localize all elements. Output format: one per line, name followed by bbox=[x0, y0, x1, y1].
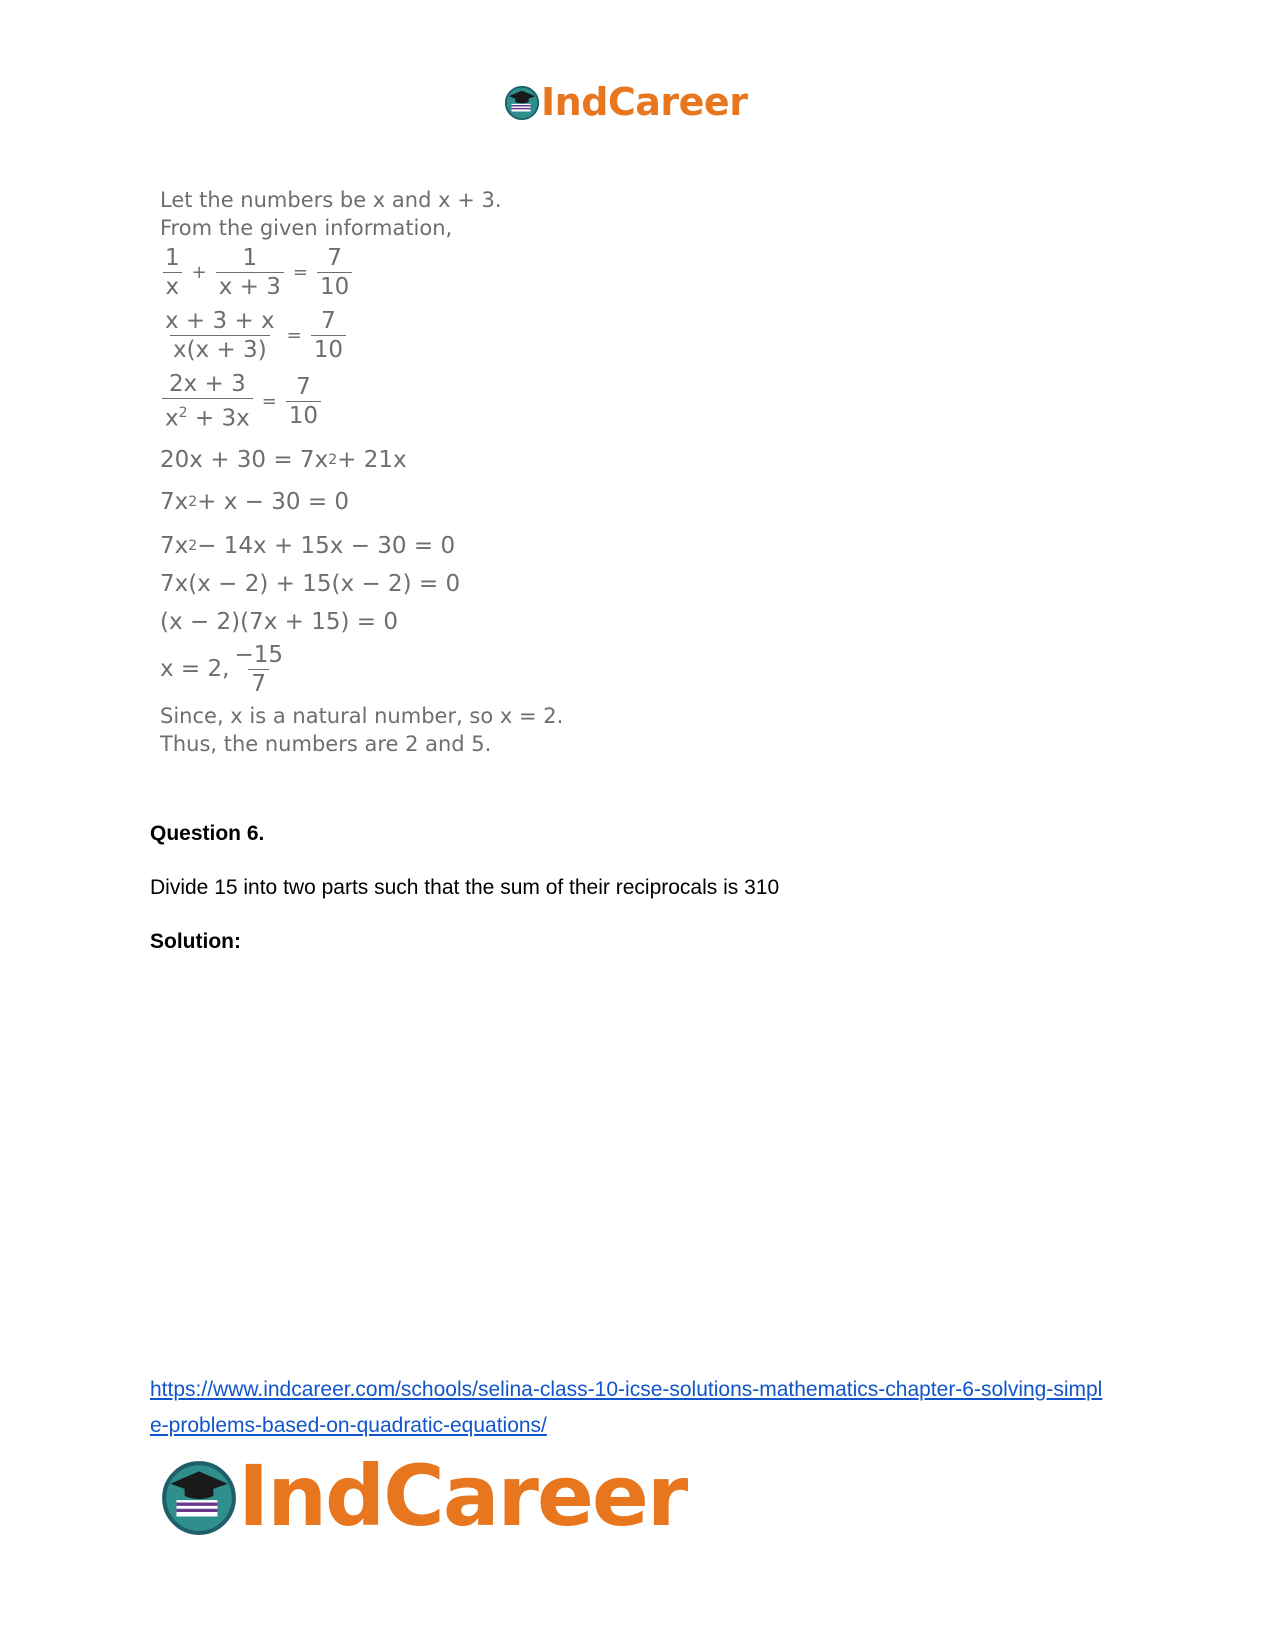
equation-1: $\frac{1}{x}$ + $\frac{1}{x + 3}$ = $\frac{7}{10}$ bbox=[160, 244, 563, 301]
footer-logo bbox=[158, 1447, 687, 1545]
equation-8: (x − 2)(7x + 15) = 0 bbox=[160, 608, 398, 635]
graduation-globe-icon bbox=[503, 83, 541, 121]
solution-line: From the given information, bbox=[160, 216, 453, 240]
solution-line: Let the numbers be x and x + 3. bbox=[160, 188, 502, 212]
graduation-globe-icon bbox=[158, 1455, 240, 1537]
solution-label: Solution: bbox=[150, 930, 241, 953]
solution-line: Since, x is a natural number, so x = 2. bbox=[160, 703, 564, 728]
header-logo bbox=[503, 80, 747, 124]
logo-wordmark: IndCareer bbox=[541, 80, 748, 124]
solution-block bbox=[160, 186, 563, 758]
equation-4: 20x + 30 = 7x 2 + 21x bbox=[160, 446, 407, 473]
question-text: Divide 15 into two parts such that the sum of their reciprocals is 310 bbox=[150, 876, 780, 899]
source-link[interactable]: https://www.indcareer.com/schools/selina-class-10-icse-solutions-mathematics-chapter-6-solving-simple-problems-based-on-quadratic-equations/ bbox=[150, 1378, 1103, 1437]
equation-9: x = 2, $\frac{-15}{7}$ bbox=[160, 641, 283, 697]
equation-7: 7x(x − 2) + 15(x − 2) = 0 bbox=[160, 570, 461, 597]
equation-3: $\frac{2x + 3}{x^2 + 3x}$ = $\frac{7}{10}$ bbox=[160, 370, 563, 433]
equation-2: $\frac{x + 3 + x}{x(x + 3)}$ = $\frac{7}{10}$ bbox=[160, 307, 563, 364]
logo-wordmark: IndCareer bbox=[238, 1447, 687, 1545]
solution-line: Thus, the numbers are 2 and 5. bbox=[160, 731, 492, 756]
question-title: Question 6. bbox=[150, 822, 265, 845]
equation-6: 7x 2 − 14x + 15x − 30 = 0 bbox=[160, 532, 456, 559]
equation-5: 7x 2 + x − 30 = 0 bbox=[160, 488, 350, 515]
